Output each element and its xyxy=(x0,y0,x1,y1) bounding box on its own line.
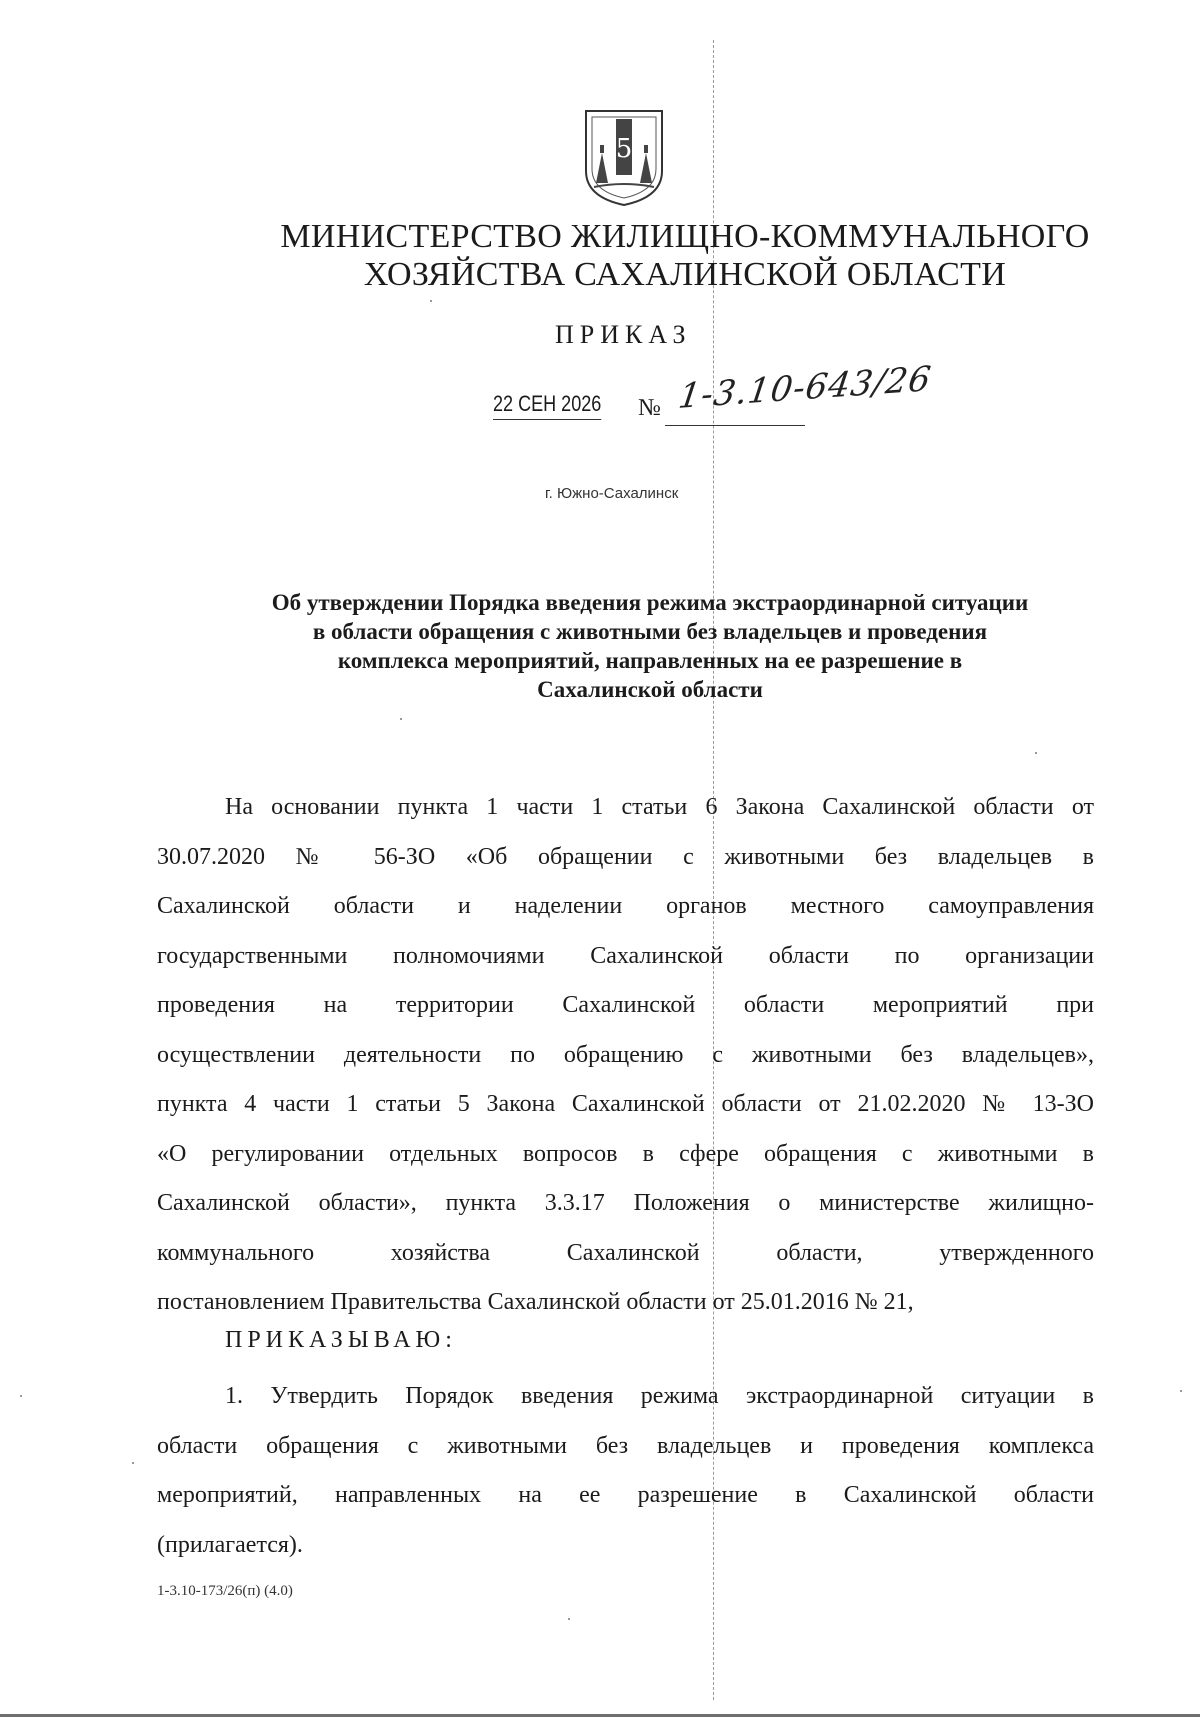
text-line: проведения на территории Сахалинской области мероприятий при xyxy=(157,992,1094,1018)
order-item-1 xyxy=(157,1372,1094,1570)
order-subject xyxy=(150,588,1150,704)
city-name: г. Южно-Сахалинск xyxy=(545,485,679,502)
preamble-paragraph xyxy=(157,783,1094,1328)
scan-speck xyxy=(400,718,402,720)
order-number: 1-3.10-643/26 xyxy=(676,358,935,417)
subject-line: в области обращения с животными без владельцев и проведения xyxy=(312,619,988,644)
text-line: государственными полномочиями Сахалинской области по организации xyxy=(157,942,1094,969)
doc-type-title: ПРИКАЗ xyxy=(555,320,692,349)
subject-line: Об утверждении Порядка введения режима экстраординарной ситуации xyxy=(271,590,1029,615)
ministry-name-line2: ХОЗЯЙСТВА САХАЛИНСКОЙ ОБЛАСТИ xyxy=(363,256,1007,293)
text-line: коммунального хозяйства Сахалинской области, утвержденного xyxy=(157,1239,1094,1266)
scan-speck xyxy=(132,1462,134,1464)
sakhalin-coat-of-arms-icon xyxy=(580,105,668,209)
text-line: постановлением Правительства Сахалинской области от 25.01.2016 № 21, xyxy=(157,1289,914,1315)
number-underline xyxy=(665,425,805,426)
text-line: «О регулировании отдельных вопросов в сфере обращения с животными в xyxy=(157,1140,1094,1167)
ministry-name-line1: МИНИСТЕРСТВО ЖИЛИЩНО-КОММУНАЛЬНОГО xyxy=(280,218,1090,255)
decree-word: ПРИКАЗЫВАЮ: xyxy=(225,1327,457,1353)
scan-speck xyxy=(430,300,432,302)
text-line: (прилагается). xyxy=(157,1531,303,1558)
scan-speck xyxy=(20,1395,22,1397)
scan-speck xyxy=(1035,752,1037,754)
text-line: Сахалинской области и наделении органов местного самоуправления xyxy=(157,893,1094,919)
svg-text:5: 5 xyxy=(615,134,633,164)
number-sign: № xyxy=(638,395,661,421)
text-line: Сахалинской области», пункта 3.3.17 Положения о министерстве жилищно- xyxy=(157,1190,1094,1216)
scan-bottom-edge xyxy=(0,1714,1200,1717)
ministry-name xyxy=(0,218,1200,294)
text-line: области обращения с животными без владельцев и проведения комплекса xyxy=(157,1432,1094,1459)
text-line: осуществлении деятельности по обращению с животными без владельцев», xyxy=(157,1041,1094,1068)
order-date: 22 СЕН 2026 xyxy=(493,391,601,420)
scan-speck xyxy=(568,1618,570,1620)
scan-speck xyxy=(1180,1390,1182,1392)
text-line: мероприятий, направленных на ее разрешение в Сахалинской области xyxy=(157,1482,1094,1508)
subject-line: комплекса мероприятий, направленных на ее разрешение в xyxy=(337,648,963,673)
text-line: 30.07.2020 № 56-ЗО «Об обращении с животными без владельцев в xyxy=(157,843,1094,870)
document-code: 1-3.10-173/26(п) (4.0) xyxy=(157,1583,293,1599)
subject-line: Сахалинской области xyxy=(537,677,763,702)
text-line: пункта 4 части 1 статьи 5 Закона Сахалинской области от 21.02.2020 № 13-ЗО xyxy=(157,1091,1094,1117)
text-line: На основании пункта 1 части 1 статьи 6 Закона Сахалинской области от xyxy=(225,794,1094,820)
date-number-row xyxy=(493,358,973,435)
text-line: 1. Утвердить Порядок введения режима экстраординарной ситуации в xyxy=(225,1383,1094,1409)
